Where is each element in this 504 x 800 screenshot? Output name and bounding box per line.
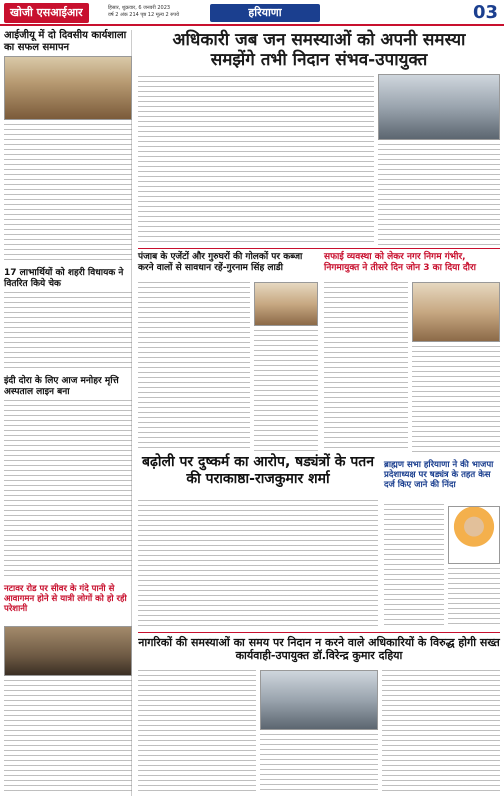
headline-brahmin: ब्राह्मण सभा हरियाणा ने की भाजपा प्रदेशाध्यक्ष पर षड्यंत्र के तहत केस दर्ज किए जाने की निंदा (384, 460, 494, 491)
article-body-cheques (4, 292, 132, 372)
headline-safai: सफाई व्यवस्था को लेकर नगर निगम गंभीर, निगमायुक्त ने तीसरे दिन जोन 3 का दिया दौरा (324, 252, 476, 273)
article-body-workshop (4, 124, 132, 264)
article-body-brahmin (384, 504, 444, 628)
headline-badhra: बढ़ोली पर दुष्कर्म का आरोप, षड्यंत्रों के पतन की पराकाष्ठा-राजकुमार शर्मा (141, 454, 375, 487)
article-body-bottom-2 (260, 734, 378, 794)
lead-headline-line2: समझेंगे तभी निदान संभव-उपायुक्त (210, 50, 428, 71)
masthead (0, 0, 504, 26)
divider-1 (138, 248, 500, 249)
headline-hospital: इंदी दोरा के लिए आज मनोहर मृत्ति अस्पताल लाइन बना (4, 376, 119, 397)
headline-cheques: 17 लाभार्थियों को शहरी विधायक ने वितरित किये चेक (4, 268, 124, 289)
photo-portrait (448, 506, 500, 564)
section-title: हरियाणा (210, 4, 320, 22)
divider-2 (138, 632, 500, 633)
article-body-safai (324, 282, 408, 452)
article-body-brahmin-cont (448, 568, 500, 628)
lead-headline (138, 30, 500, 71)
article-body-hospital (4, 400, 132, 580)
lead-headline-line1: अधिकारी जब जन समस्याओं को अपनी समस्या (172, 30, 466, 50)
newspaper-logo: खोजी एसआईआर (4, 3, 89, 23)
photo-safai (412, 282, 500, 342)
headline-igu-workshop: आईजीयू में दो दिवसीय कार्यशाला का सफल समापन (4, 30, 127, 53)
photo-dc-meeting (378, 74, 500, 140)
photo-punjab (254, 282, 318, 326)
article-body-bottom-3 (382, 670, 500, 794)
main-column (138, 30, 500, 796)
article-body-lead (138, 76, 374, 246)
article-body-punjab (138, 282, 250, 452)
headline-punjab: पंजाब के एजेंटों और गुरुघरों की गोलकों पर कब्जा करने वालों से सावधान रहें-गुरनाम सिंह लाडी (138, 252, 303, 273)
article-body-bottom-1 (138, 670, 256, 794)
article-body-lead-cont (378, 144, 500, 246)
headline-sewer: नटावर रोड पर सीवर के गंदे पानी से आवागमन होने से यात्री लोगों को हो रही परेशानी (4, 584, 127, 615)
article-body-safai-cont (412, 346, 500, 452)
article-body-punjab-cont (254, 330, 318, 452)
headline-bottom: नागरिकों की समस्याओं का समय पर निदान न करने वाले अधिकारियों के विरुद्ध होगी सख्त कार्यवाही-उपायुक्त डॉ.विरेन्द्र कुमार दहिया (138, 636, 500, 663)
left-column (4, 30, 132, 796)
photo-bottom (260, 670, 378, 730)
article-body-sewer (4, 680, 132, 794)
masthead-date-line2: वर्ष 2 अंक 214 पृष्ठ 12 मूल्य 2 रुपये (108, 12, 180, 18)
photo-workshop (4, 56, 132, 120)
article-body-badhra (138, 500, 378, 628)
photo-sewer (4, 626, 132, 676)
masthead-date-line: हिसार, शुक्रवार, 6 जनवरी 2023 (108, 5, 171, 11)
page-number: 03 (472, 2, 498, 23)
masthead-date (108, 5, 179, 19)
